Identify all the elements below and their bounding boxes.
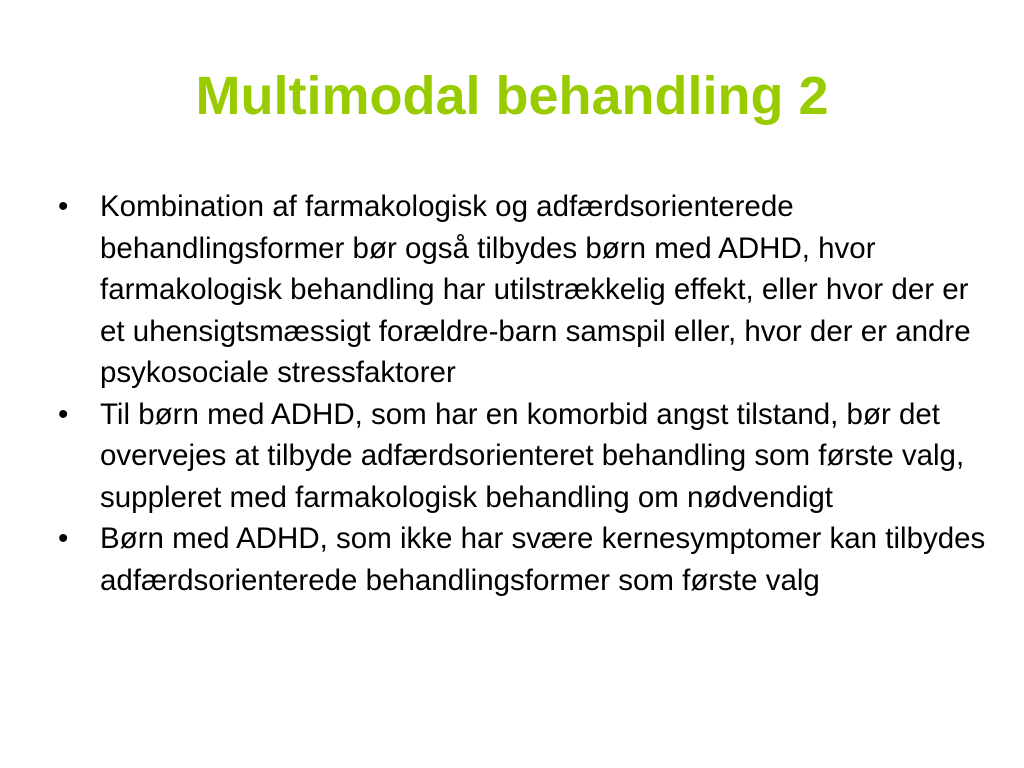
bullet-text: Kombination af farmakologisk og adfærdsorienterede behandlingsformer bør også tilbydes børn med ADHD, hvor farmakologisk behandling har utilstrækkelig effekt, eller hvor der er et uhensigtsmæssigt forældre-barn samspil eller, hvor der er andre psykosociale stressfaktorer	[100, 190, 971, 389]
bullet-list	[58, 186, 988, 601]
bullet-marker: •	[58, 522, 69, 555]
bullet-text: Til børn med ADHD, som har en komorbid angst tilstand, bør det overvejes at tilbyde adfærdsorienteret behandling som første valg, suppleret med farmakologisk behandling om nødvendigt	[100, 397, 965, 514]
bullet-marker: •	[58, 190, 69, 223]
bullet-text: Børn med ADHD, som ikke har svære kernesymptomer kan tilbydes adfærdsorienterede behandlingsformer som første valg	[100, 522, 986, 597]
bullet-marker: •	[58, 397, 69, 431]
bullet-item	[58, 518, 988, 601]
bullet-item	[58, 186, 988, 394]
bullet-item	[58, 394, 988, 519]
slide-title: Multimodal behandling 2	[195, 66, 829, 126]
